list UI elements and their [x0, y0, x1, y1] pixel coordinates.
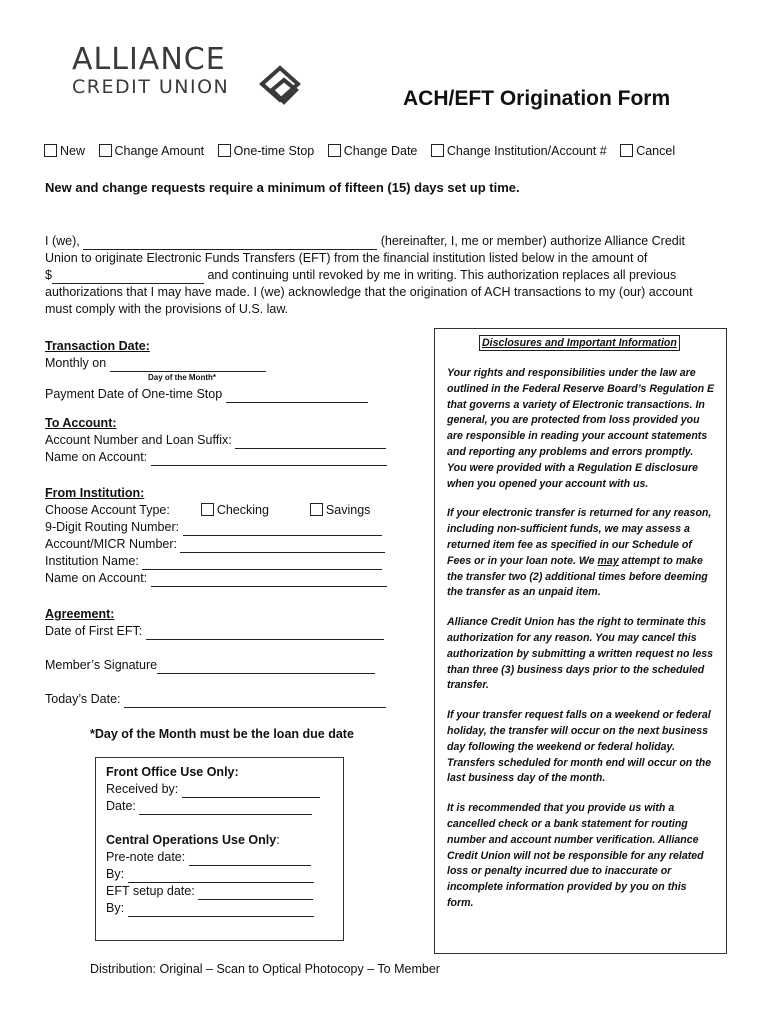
option-change-date[interactable] [328, 143, 418, 160]
monthly-label: Monthly on [45, 356, 107, 370]
to-name-field[interactable] [151, 452, 387, 466]
central-ops-heading: Central Operations Use Only [106, 833, 277, 847]
authorization-paragraph [45, 233, 715, 318]
auth-text: authorizations that I may have made. I (we) acknowledge that the origination of ACH transactions to my (our) account [45, 285, 693, 299]
option-change-institution[interactable] [431, 143, 607, 160]
front-office-heading: Front Office Use Only: [106, 765, 239, 779]
from-institution-section [45, 485, 387, 587]
option-change-amount[interactable] [99, 143, 205, 160]
monthly-day-field[interactable] [110, 358, 266, 372]
change-institution-checkbox[interactable] [431, 144, 444, 157]
agreement-heading: Agreement: [45, 607, 115, 621]
micr-label: Account/MICR Number: [45, 537, 177, 551]
logo-line-1: ALLIANCE [72, 42, 226, 77]
received-by-field[interactable] [182, 784, 320, 798]
disclosure-verification: It is recommended that you provide us with a cancelled check or a bank statement for routing number and account number verification. Alliance Credit Union will not be responsible for any related loss or penalty incurred due to inaccurate or incomplete information provided by you on this form. [447, 802, 704, 909]
savings-label: Savings [325, 503, 371, 517]
option-label: Change Date [343, 144, 418, 158]
checking-checkbox[interactable] [201, 503, 214, 516]
eft-setup-date-label: EFT setup date: [106, 884, 195, 898]
eft-setup-date-field[interactable] [198, 886, 313, 900]
transaction-section [45, 338, 368, 403]
first-eft-label: Date of First EFT: [45, 624, 143, 638]
option-label: New [60, 144, 86, 158]
setup-notice: New and change requests require a minimum of fifteen (15) days set up time. [45, 180, 520, 195]
todays-date-field[interactable] [124, 694, 386, 708]
amount-field[interactable] [52, 270, 204, 284]
received-by-label: Received by: [106, 782, 179, 796]
option-label: Change Institution/Account # [446, 144, 607, 158]
first-eft-date-field[interactable] [146, 626, 384, 640]
option-label: Change Amount [114, 144, 205, 158]
auth-text: and continuing until revoked by me in writing. This authorization replaces all previous [207, 268, 677, 282]
change-amount-checkbox[interactable] [99, 144, 112, 157]
routing-label: 9-Digit Routing Number: [45, 520, 180, 534]
signature-field[interactable] [157, 660, 375, 674]
institution-name-label: Institution Name: [45, 554, 139, 568]
disclosure-text: attempt to make the transfer two (2) additional times before deeming the transfer as an unpaid item. [447, 554, 708, 599]
option-label: Cancel [636, 144, 676, 158]
auth-text: (hereinafter, I, me or member) authorize Alliance Credit [380, 234, 685, 248]
agreement-section [45, 606, 386, 708]
signature-label: Member’s Signature [45, 658, 158, 672]
account-type-label: Choose Account Type: [45, 503, 170, 517]
auth-text: $ [45, 268, 52, 282]
to-account-heading: To Account: [45, 416, 117, 430]
auth-text: must comply with the provisions of U.S. law. [45, 302, 289, 316]
auth-text: Union to originate Electronic Funds Transfers (EFT) from the financial institution listed below in the amount of [45, 251, 648, 265]
prenote-date-label: Pre-note date: [106, 850, 186, 864]
option-one-time-stop[interactable] [218, 143, 315, 160]
routing-number-field[interactable] [183, 522, 382, 536]
logo-mark-icon [258, 64, 304, 106]
disclosures-title: Disclosures and Important Information [482, 337, 677, 349]
disclosure-text: If your electronic transfer is returned for any reason, including non-sufficient funds, we may assess a returned item fee as specified in our Schedule of Fees or in your loan note. We [447, 507, 712, 567]
payment-date-label: Payment Date of One-time Stop [45, 387, 223, 401]
account-number-field[interactable] [235, 435, 386, 449]
institution-name-field[interactable] [142, 556, 382, 570]
front-office-date-label: Date: [106, 799, 136, 813]
disclosure-text: may [597, 554, 619, 567]
to-name-label: Name on Account: [45, 450, 148, 464]
monthly-caption: Day of the Month* [148, 373, 216, 382]
auth-text: I (we), [45, 234, 80, 248]
central-ops-colon: : [276, 833, 280, 847]
eft-setup-by-label: By: [106, 901, 125, 915]
prenote-date-field[interactable] [189, 852, 311, 866]
option-label: One-time Stop [233, 144, 315, 158]
request-type-options [44, 143, 685, 160]
option-cancel[interactable] [620, 143, 675, 160]
new-checkbox[interactable] [44, 144, 57, 157]
prenote-by-field[interactable] [128, 869, 314, 883]
form-title: ACH/EFT Origination Form [403, 87, 671, 110]
account-number-label: Account Number and Loan Suffix: [45, 433, 232, 447]
todays-date-label: Today’s Date: [45, 692, 121, 706]
disclosures-box [434, 328, 727, 954]
to-account-section [45, 415, 387, 466]
from-institution-heading: From Institution: [45, 486, 145, 500]
savings-checkbox[interactable] [310, 503, 323, 516]
cancel-checkbox[interactable] [620, 144, 633, 157]
front-office-date-field[interactable] [139, 801, 312, 815]
office-use-box [95, 757, 344, 941]
from-name-field[interactable] [151, 573, 387, 587]
eft-setup-by-field[interactable] [128, 903, 314, 917]
due-date-footnote: *Day of the Month must be the loan due date [90, 727, 354, 741]
option-new[interactable] [44, 143, 85, 160]
transaction-heading: Transaction Date: [45, 339, 150, 353]
checking-label: Checking [216, 503, 269, 517]
change-date-checkbox[interactable] [328, 144, 341, 157]
logo [72, 44, 229, 98]
micr-number-field[interactable] [180, 539, 385, 553]
prenote-by-label: By: [106, 867, 125, 881]
member-name-field[interactable] [83, 236, 377, 250]
one-time-stop-checkbox[interactable] [218, 144, 231, 157]
payment-date-field[interactable] [226, 389, 368, 403]
disclosure-holiday: If your transfer request falls on a weekend or federal holiday, the transfer will occur on the next business day following the weekend or federal holiday. Transfers scheduled for month end will occur on the last business day of the month. [447, 709, 712, 785]
from-name-label: Name on Account: [45, 571, 148, 585]
disclosure-regulation-e: Your rights and responsibilities under the law are outlined in the Federal Reserve Board’s Regulation E that governs a variety of Electronic transactions. In general, you are protected from loss provided you are responsible in reading your account statements and reporting any problems and errors promptly. You were provided with a Regulation E disclosure when you opened your account with us. [447, 367, 715, 490]
logo-line-2: CREDIT UNION [72, 76, 230, 98]
disclosure-returned-item [447, 506, 715, 601]
distribution-note: Distribution: Original – Scan to Optical Photocopy – To Member [90, 962, 440, 976]
disclosure-termination: Alliance Credit Union has the right to terminate this authorization for any reason. You may cancel this authorization by submitting a written request no less than three (3) business days prior to the scheduled transfer. [447, 616, 714, 692]
